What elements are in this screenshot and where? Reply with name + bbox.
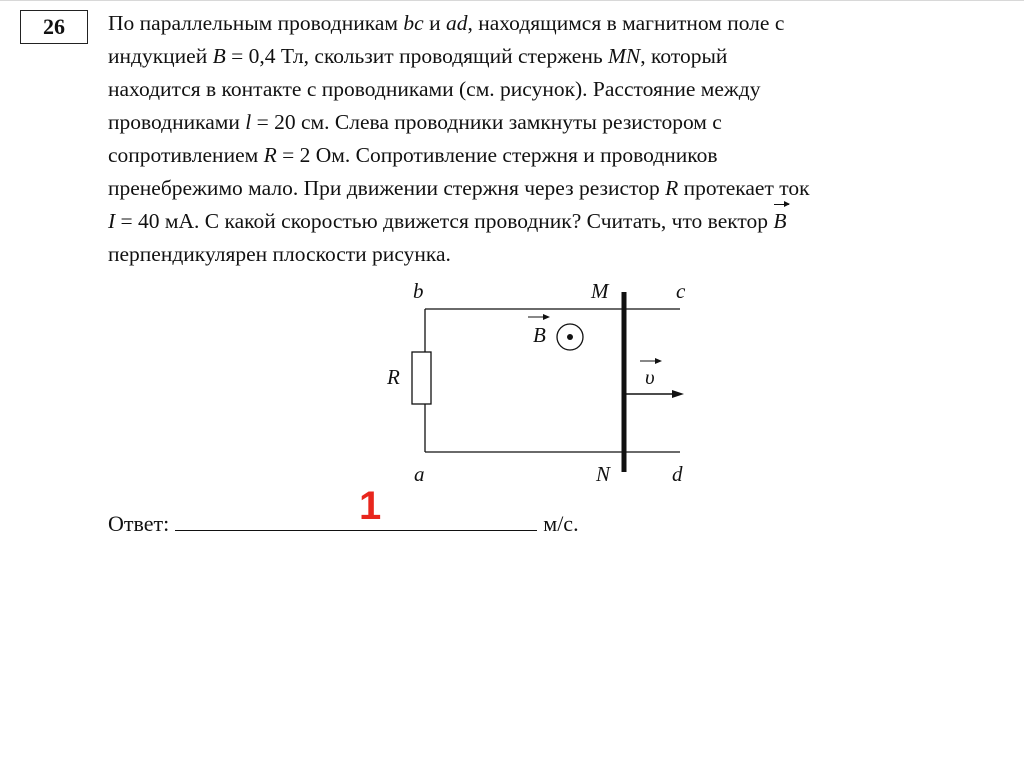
b-field-dot: [567, 334, 573, 340]
label-n: N: [596, 462, 611, 486]
label-v: υ: [645, 365, 655, 389]
velocity-arrowhead: [672, 390, 684, 398]
label-r: R: [387, 365, 400, 389]
problem-line-5: сопротивлением R = 2 Ом. Сопротивление стержня и проводников: [108, 143, 718, 167]
label-a: a: [414, 462, 425, 486]
answer-blank-line[interactable]: [175, 508, 537, 531]
label-c: c: [676, 279, 686, 303]
label-m: M: [591, 279, 609, 303]
label-d: d: [672, 462, 683, 486]
label-b-vector: B: [533, 323, 546, 347]
vector-b-symbol: B: [773, 205, 786, 238]
problem-line-2: индукцией B = 0,4 Тл, скользит проводящий стержень MN, который: [108, 44, 728, 68]
problem-line-3: находится в контакте с проводниками (см. рисунок). Расстояние между: [108, 77, 761, 101]
answer-unit: м/с.: [543, 511, 579, 536]
answer-row: [108, 508, 579, 539]
answer-label: Ответ:: [108, 511, 170, 536]
label-b: b: [413, 279, 424, 303]
problem-line-1: По параллельным проводникам bc и ad, находящимся в магнитном поле с: [108, 11, 785, 35]
problem-line-7: I = 40 мА. С какой скоростью движется проводник? Считать, что вектор B: [108, 205, 998, 238]
problem-number: 26: [20, 10, 88, 44]
problem-line-6: пренебрежимо мало. При движении стержня через резистор R протекает ток: [108, 176, 810, 200]
v-vector-mark-head: [655, 358, 662, 364]
problem-line-4: проводниками l = 20 см. Слева проводники замкнуты резистором с: [108, 110, 722, 134]
b-vector-mark-head: [543, 314, 550, 320]
problem-line-8: перпендикулярен плоскости рисунка.: [108, 242, 451, 266]
resistor: [412, 352, 431, 404]
answer-value: 1: [359, 484, 382, 528]
